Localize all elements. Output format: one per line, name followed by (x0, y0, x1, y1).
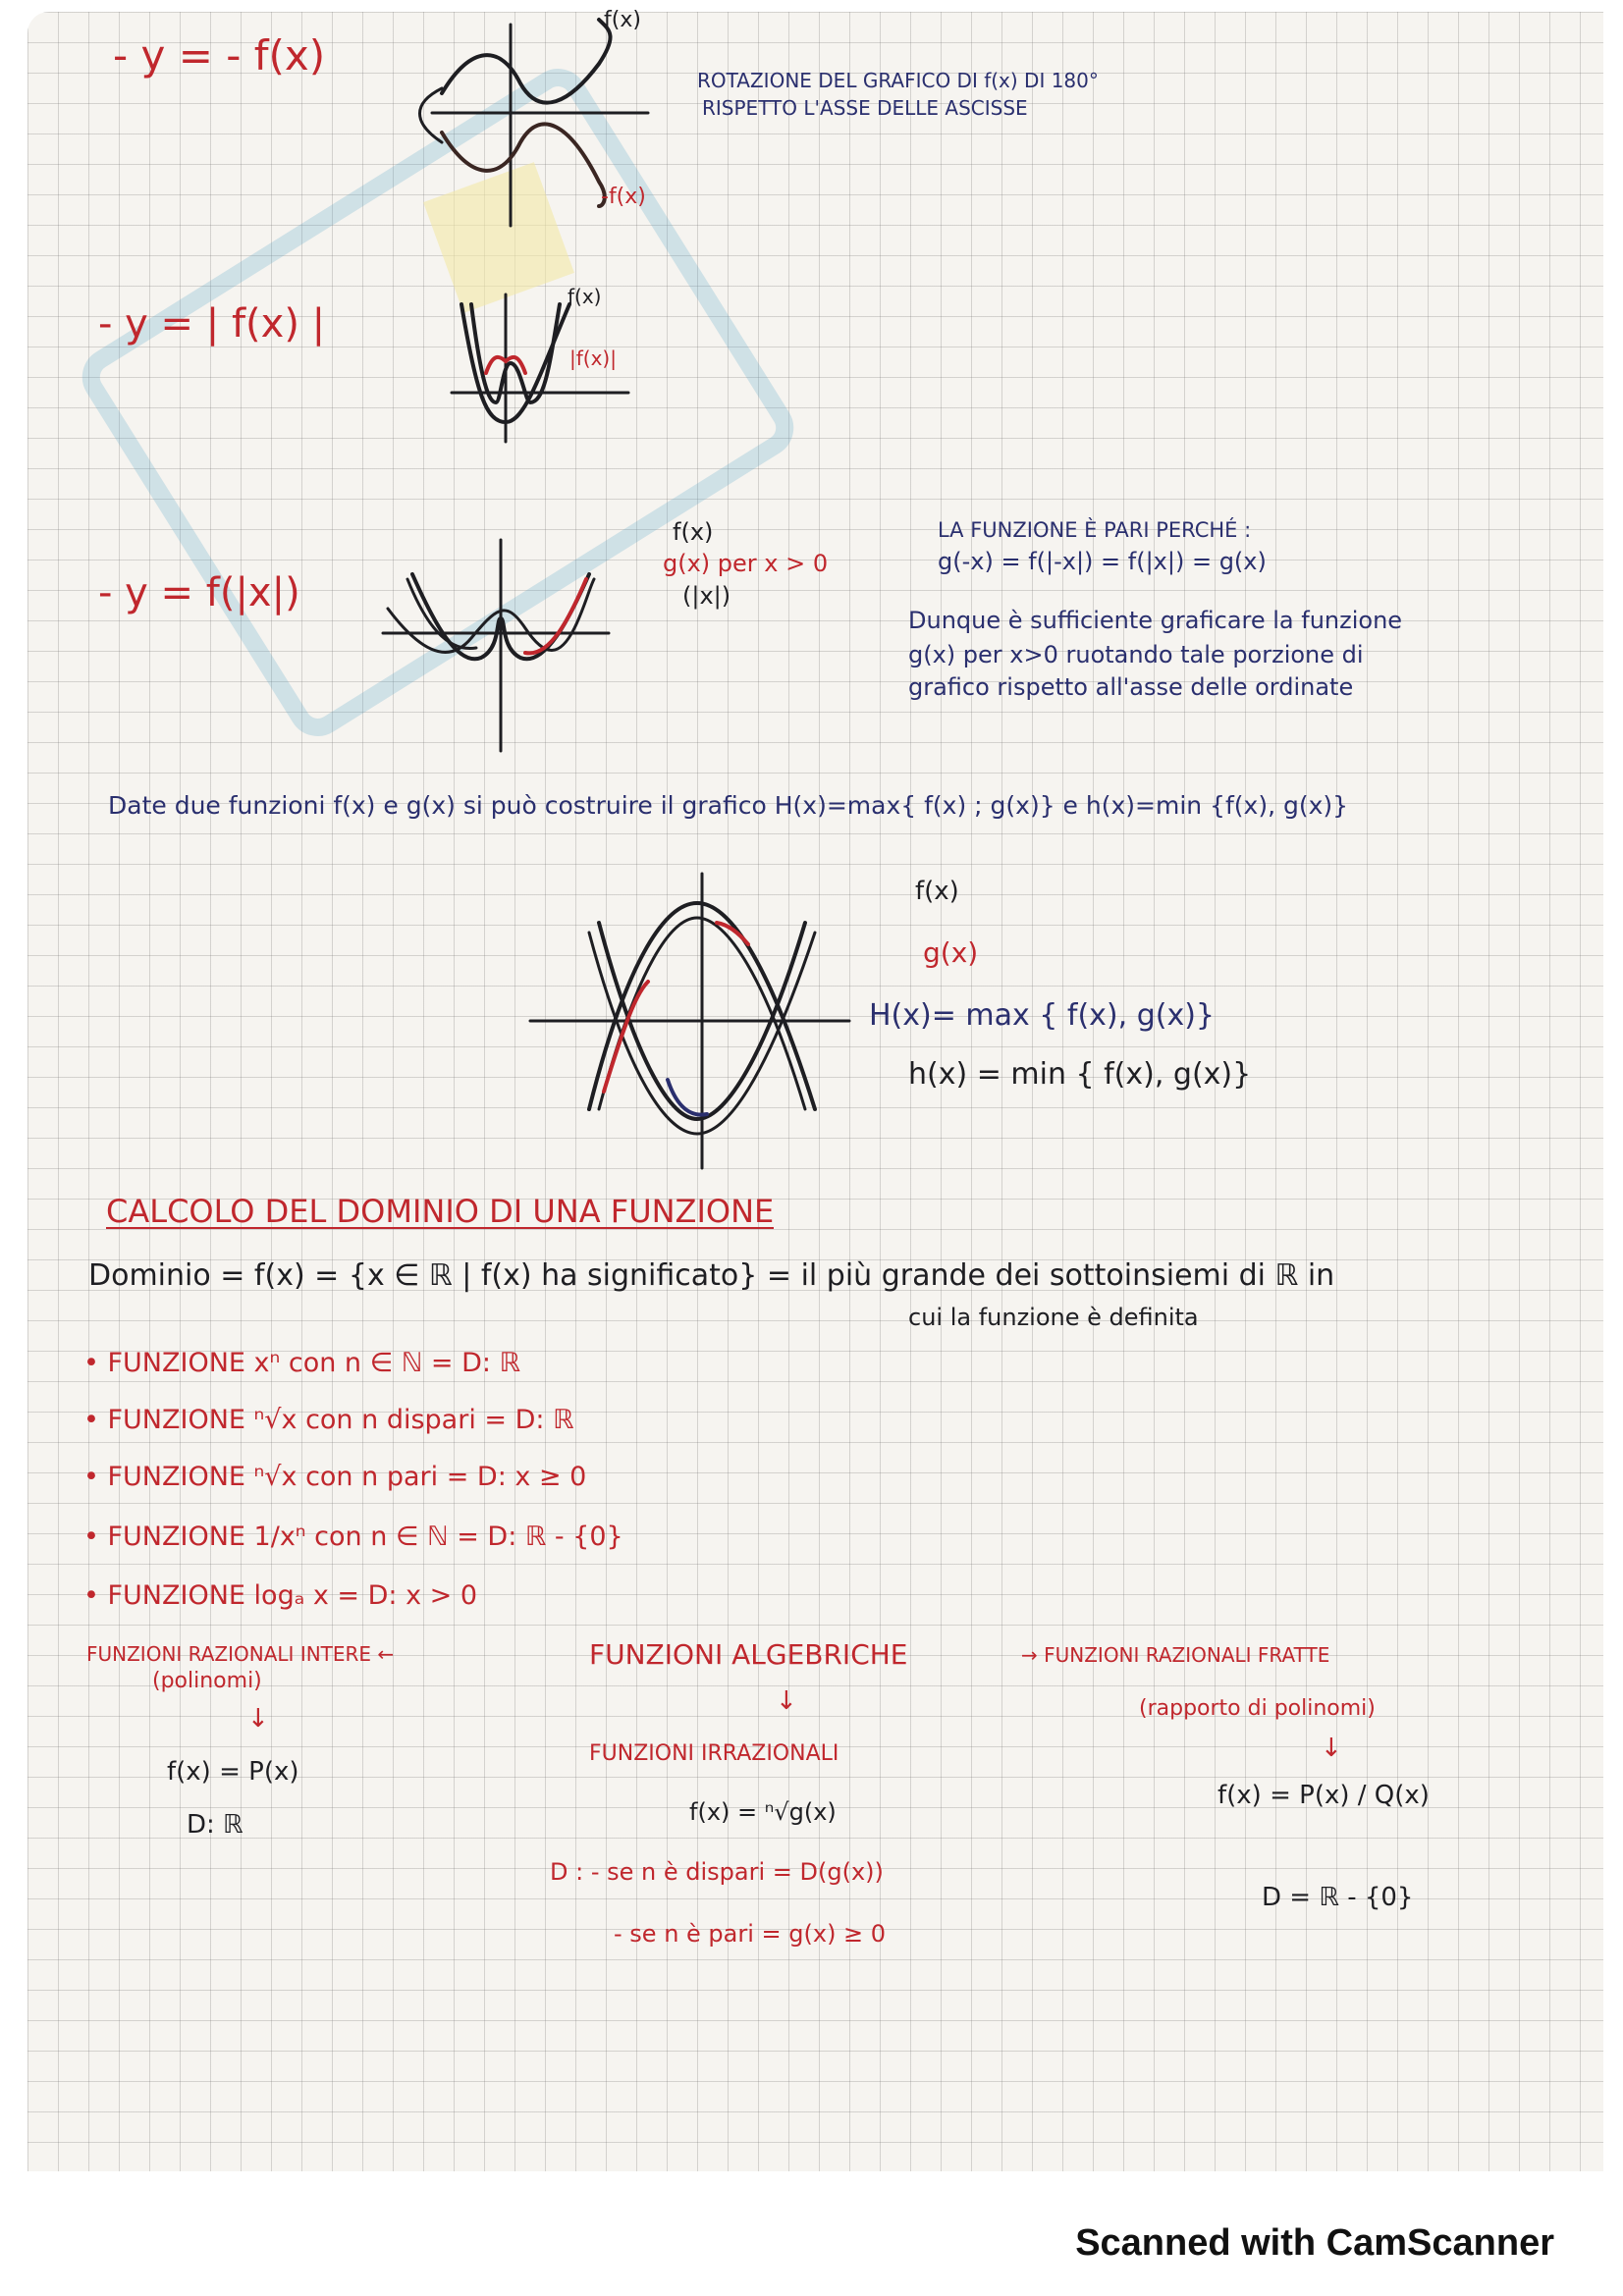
section6-center-arrow: ↓ (776, 1686, 797, 1716)
graph-max-min (520, 864, 854, 1178)
section2-graph-label-abs: |f(x)| (569, 347, 617, 370)
section4-intro: Date due funzioni f(x) e g(x) si può costruire il grafico H(x)=max{ f(x) ; g(x)} e h(x)=min {f(x), g(x)} (108, 791, 1349, 820)
section5-def-line2: cui la funzione è definita (908, 1304, 1199, 1331)
section5-rule-2: • FUNZIONE ⁿ√x con n dispari = D: ℝ (83, 1405, 574, 1435)
section6-mid-d1: D : - se n è dispari = D(g(x)) (550, 1858, 884, 1886)
section5-rule-1: • FUNZIONE xⁿ con n ∈ ℕ = D: ℝ (83, 1348, 520, 1378)
section4-legend-g: g(x) (923, 936, 979, 969)
section5-title: CALCOLO DEL DOMINIO DI UNA FUNZIONE (106, 1193, 775, 1230)
section6-center-title: FUNZIONI ALGEBRICHE (589, 1638, 908, 1671)
section3-comment-line4: g(x) per x>0 ruotando tale porzione di (908, 641, 1364, 668)
section6-left-title: FUNZIONI RAZIONALI INTERE ← (86, 1642, 395, 1666)
section3-legend-g: g(x) per x > 0 (663, 550, 829, 577)
graph-f-abs-x (378, 530, 614, 756)
section5-rule-4: • FUNZIONE 1/xⁿ con n ∈ ℕ = D: ℝ - {0} (83, 1522, 623, 1552)
section3-comment-line2: g(-x) = f(|-x|) = f(|x|) = g(x) (938, 548, 1267, 575)
section6-right-sub: (rapporto di polinomi) (1139, 1696, 1376, 1721)
camscanner-footer: Scanned with CamScanner (1075, 2222, 1554, 2264)
section5-def-line1: Dominio = f(x) = {x ∈ ℝ | f(x) ha significato} = il più grande dei sottoinsiemi di ℝ in (88, 1258, 1335, 1293)
section6-left-arrow: ↓ (247, 1704, 269, 1734)
section3-comment-line5: grafico rispetto all'asse delle ordinate (908, 673, 1354, 701)
section6-mid-title: FUNZIONI IRRAZIONALI (589, 1741, 839, 1766)
section1-label: - y = - f(x) (113, 31, 326, 80)
section6-right-arrow: ↓ (1321, 1734, 1342, 1763)
section6-left-f: f(x) = P(x) (167, 1757, 299, 1787)
section2-graph-label-f: f(x) (568, 285, 602, 308)
section3-comment-line3: Dunque è sufficiente graficare la funzione (908, 607, 1403, 634)
section4-legend-f: f(x) (915, 877, 959, 906)
section1-comment-line2: RISPETTO L'ASSE DELLE ASCISSE (702, 96, 1028, 120)
section6-right-title: → FUNZIONI RAZIONALI FRATTE (1021, 1643, 1330, 1667)
section6-mid-f: f(x) = ⁿ√g(x) (689, 1798, 837, 1826)
section1-graph-label-f: f(x) (604, 8, 641, 32)
section3-comment-line1: LA FUNZIONE È PARI PERCHÉ : (938, 518, 1252, 542)
section6-right-f: f(x) = P(x) / Q(x) (1217, 1781, 1430, 1810)
section1-graph-label-neg-f: -f(x) (601, 185, 646, 209)
section6-left-sub: (polinomi) (152, 1669, 262, 1693)
section4-legend-min: h(x) = min { f(x), g(x)} (908, 1057, 1252, 1092)
section3-label: - y = f(|x|) (98, 570, 300, 615)
section1-comment-line1: ROTAZIONE DEL GRAFICO DI f(x) DI 180° (697, 69, 1099, 92)
section3-legend-abs: (|x|) (682, 582, 731, 610)
section6-left-d: D: ℝ (187, 1810, 243, 1840)
section5-rule-5: • FUNZIONE logₐ x = D: x > 0 (83, 1580, 478, 1611)
section2-label: - y = | f(x) | (98, 301, 326, 347)
section5-rule-3: • FUNZIONE ⁿ√x con n pari = D: x ≥ 0 (83, 1462, 587, 1492)
section6-mid-d2: - se n è pari = g(x) ≥ 0 (614, 1920, 887, 1948)
section6-right-d: D = ℝ - {0} (1262, 1883, 1414, 1912)
section3-legend-f: f(x) (673, 518, 714, 546)
section4-legend-max: H(x)= max { f(x), g(x)} (869, 998, 1216, 1033)
